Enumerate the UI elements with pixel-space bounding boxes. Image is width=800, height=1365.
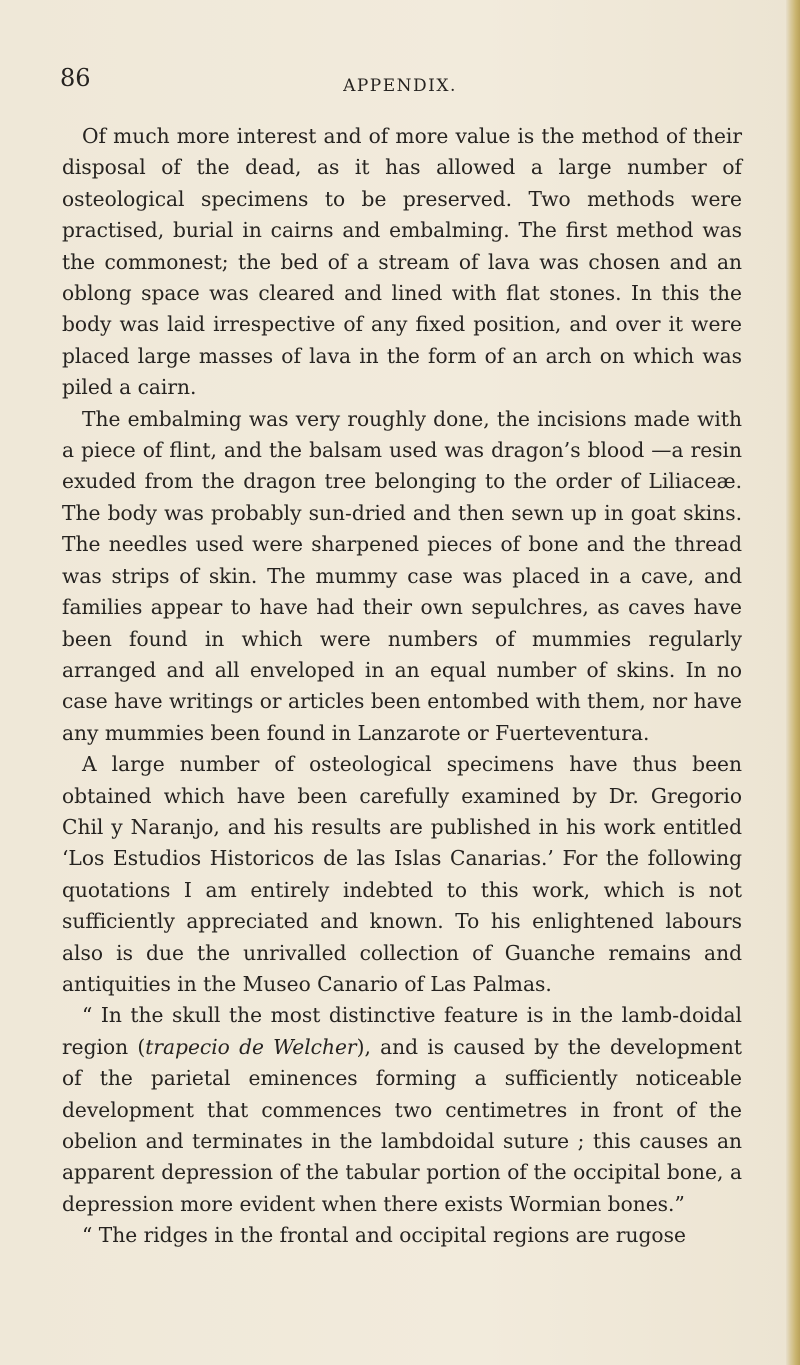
italic-term: trapecio de Welcher <box>145 1034 357 1059</box>
paragraph-ridges-quotation: “ The ridges in the frontal and occipital regions are rugose <box>82 1223 686 1248</box>
paragraph-skull-quotation <box>62 1000 742 1220</box>
paragraph-embalming: The embalming was very roughly done, the incisions made with a piece of flint, and the balsam used was dragon’s blood —a resin exuded from the dragon tree belonging to the order of Liliaceæ. The body was probably sun-dried and then sewn up in goat skins. The needles used were sharpened pieces of bone and the thread was strips of skin. The mummy case was placed in a cave, and families appear to have had their own sepulchres, as caves have been found in which were numbers of mummies regularly arranged and all enveloped in an equal number of skins. In no case have writings or articles been entombed with them, nor have any mummies been found in Lanzarote or Fuerteventura. <box>62 406 742 745</box>
page-binding-edge <box>786 0 800 1365</box>
quotation-text-start: “ In the skull the most distinctive feature is in the lamb-doidal region ( <box>62 1003 742 1059</box>
running-title: APPENDIX. <box>343 76 457 96</box>
body-text <box>62 121 742 1252</box>
paragraph-osteological-specimens: A large number of osteological specimens have thus been obtained which have been carefully examined by Dr. Gregorio Chil y Naranjo, and his results are published in his work entitled ‘Los Estudios Historicos de las Islas Canarias.’ For the following quotations I am entirely indebted to this work, which is not sufficiently appreciated and known. To his enlightened labours also is due the unrivalled collection of Guanche remains and antiquities in the Museo Canario of Las Palmas. <box>62 752 742 996</box>
paragraph-disposal-of-dead: Of much more interest and of more value is the method of their disposal of the dead, as it has allowed a large number of osteological specimens to be preserved. Two methods were practised, burial in cairns and embalming. The first method was the commonest; the bed of a stream of lava was chosen and an oblong space was cleared and lined with flat stones. In this the body was laid irrespective of any fixed position, and over it were placed large masses of lava in the form of an arch on which was piled a cairn. <box>62 124 742 400</box>
page-number: 86 <box>60 64 91 92</box>
quotation-text-end: ), and is caused by the development of the parietal eminences forming a sufficiently noticeable development that commences two centimetres in front of the obelion and terminates in the lambdoidal suture ; this causes an apparent depression of the tabular portion of the occipital bone, a depression more evident when there exists Wormian bones.” <box>62 1034 742 1216</box>
